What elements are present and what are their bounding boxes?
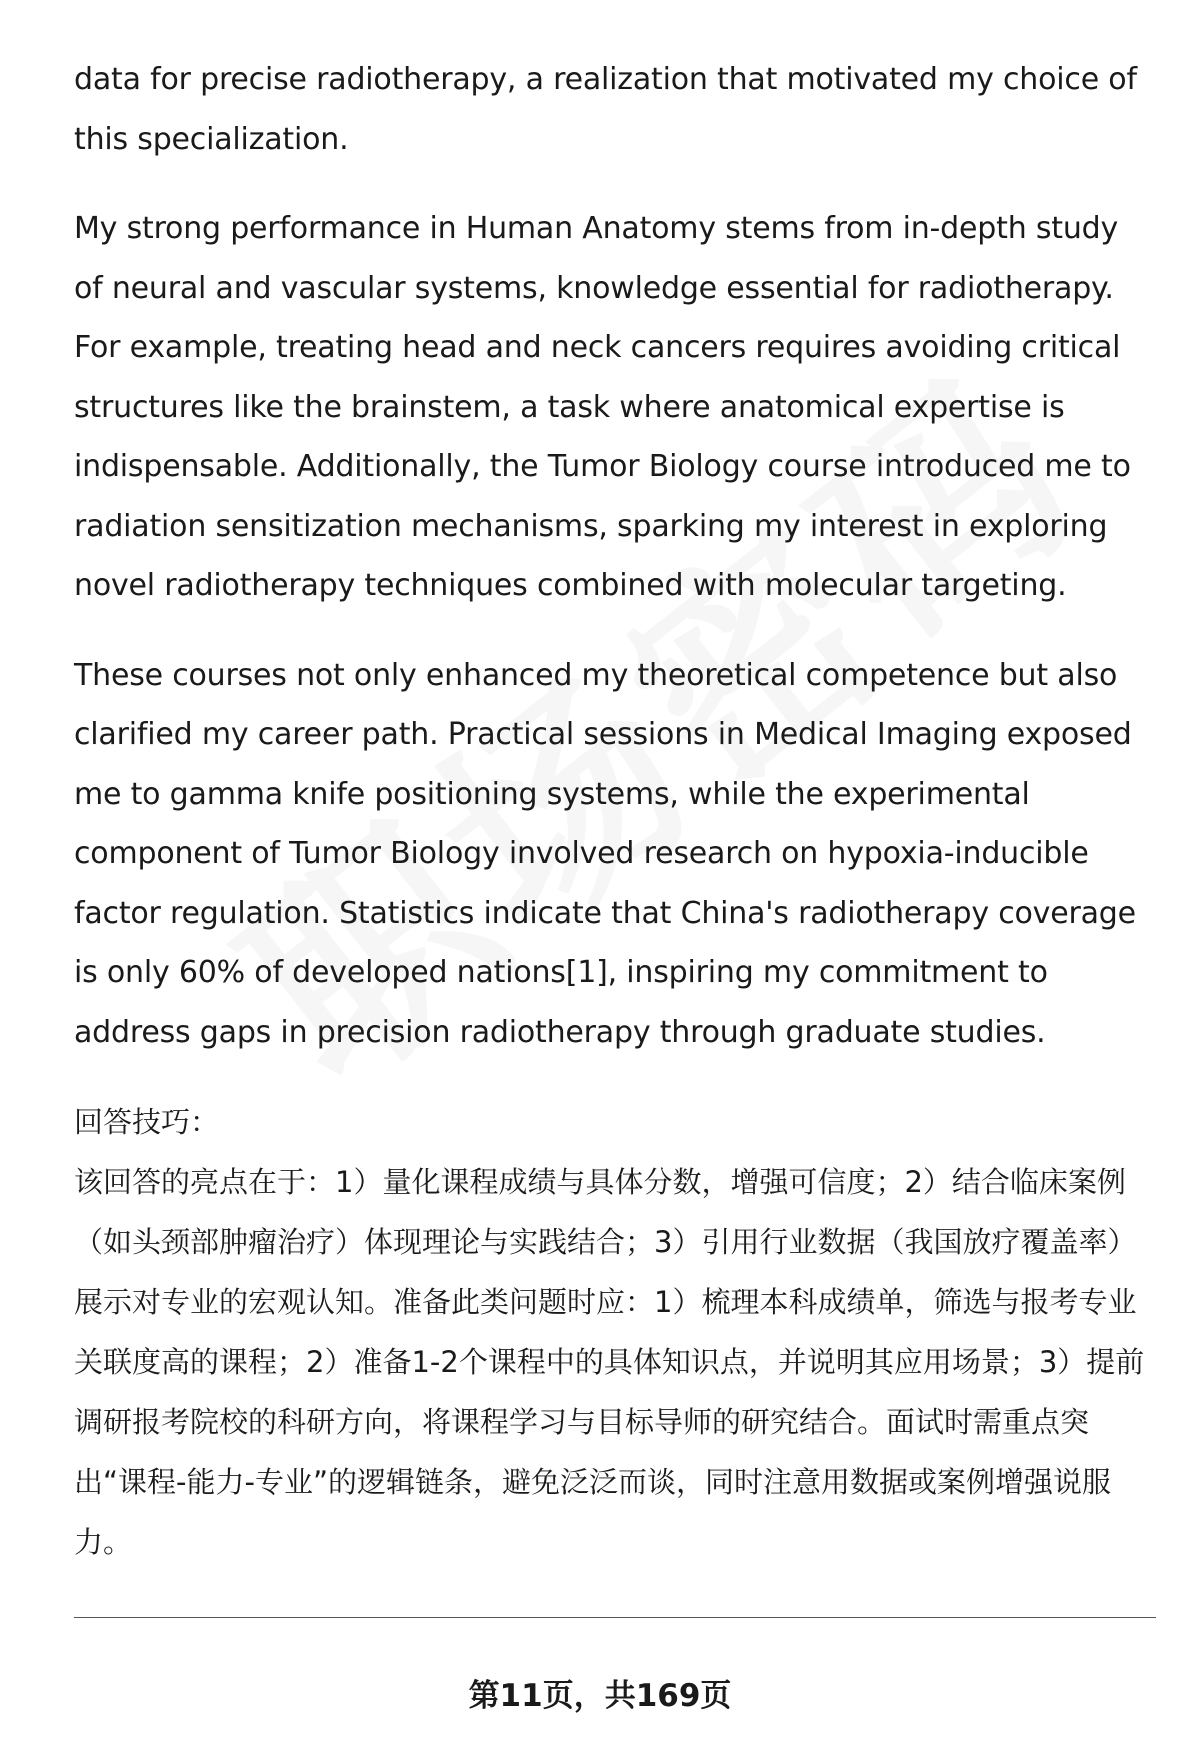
footer-divider [74, 1617, 1156, 1618]
body-paragraph-3: These courses not only enhanced my theoretical competence but also clarified my career path. Practical sessions in Medical Imaging exposed me to gamma knife positioning systems, while the experimental component of Tumor Biology involved research on hypoxia-inducible factor regulation. Statistics indicate that China's radiotherapy coverage is only 60% of developed nations[1], inspiring my commitment to address gaps in precision radiotherapy through graduate studies. [74, 657, 1136, 1050]
page-number: 第11页，共169页 [468, 1678, 732, 1714]
page-content [74, 50, 1154, 1572]
body-paragraph-2: My strong performance in Human Anatomy stems from in-depth study of neural and vascular systems, knowledge essential for radiotherapy. For example, treating head and neck cancers requires avoiding critical structures like the brainstem, a task where anatomical expertise is indispensable. Additionally, the Tumor Biology course introduced me to radiation sensitization mechanisms, sparking my interest in exploring novel radiotherapy techniques combined with molecular targeting. [74, 211, 1131, 603]
body-paragraph-1: data for precise radiotherapy, a realization that motivated my choice of this specialization. [74, 62, 1137, 157]
tips-text: 该回答的亮点在于：1）量化课程成绩与具体分数，增强可信度；2）结合临床案例（如头颈部肿瘤治疗）体现理论与实践结合；3）引用行业数据（我国放疗覆盖率）展示对专业的宏观认知。准备此类问题时应：1）梳理本科成绩单，筛选与报考专业关联度高的课程；2）准备1-2个课程中的具体知识点，并说明其应用场景；3）提前调研报考院校的科研方向，将课程学习与目标导师的研究结合。面试时需重点突出“课程-能力-专业”的逻辑链条，避免泛泛而谈，同时注意用数据或案例增强说服力。 [74, 1165, 1145, 1559]
tips-label: 回答技巧： [74, 1105, 220, 1139]
